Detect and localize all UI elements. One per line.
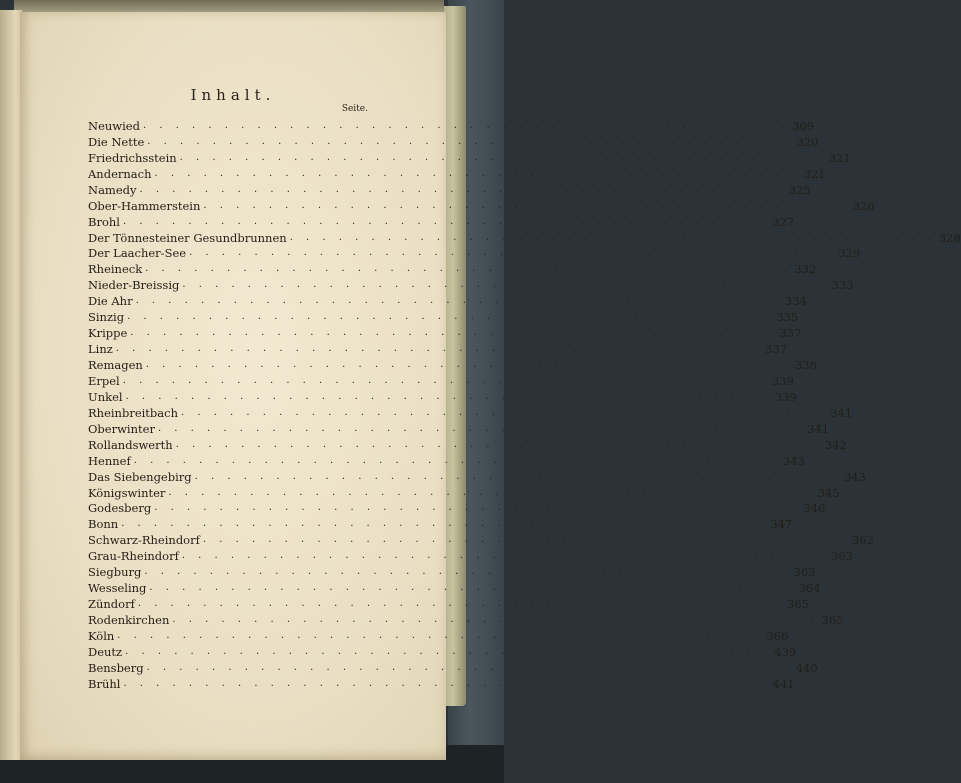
toc-entry — [88, 213, 795, 229]
toc-entry-page: 364 — [798, 581, 821, 596]
toc-entry-page: 439 — [774, 644, 797, 659]
toc-entry-page: 345 — [817, 485, 840, 500]
toc-entry — [88, 659, 818, 675]
toc-entry — [88, 547, 853, 564]
toc-entry-page: 335 — [776, 310, 799, 325]
toc-entry — [88, 468, 866, 484]
toc-entry — [88, 627, 789, 643]
toc-entry-page: 341 — [830, 405, 853, 420]
dot-leader: . . . . . . . . . . . . . . . . . . . . . . . . . . . . . . . . . . . . . . . . — [175, 438, 822, 450]
toc-entry-title: Ober-Hammerstein — [88, 198, 201, 213]
toc-entry — [88, 436, 847, 452]
toc-entry-page: 328 — [938, 230, 961, 245]
toc-entry-title: Rollandswerth — [88, 437, 173, 452]
toc-entry-page: 329 — [838, 246, 861, 261]
toc-entry — [88, 149, 851, 165]
toc-entry-title: Brohl — [88, 214, 120, 229]
toc-entry-page: 347 — [770, 517, 793, 532]
dot-leader: . . . . . . . . . . . . . . . . . . . . . . . . . . . . . . . . . . . . . . . . — [115, 343, 762, 355]
toc-entry-page: 339 — [771, 373, 794, 388]
toc-entry-title: Rheinbreitbach — [88, 405, 178, 420]
toc-entry — [88, 245, 861, 261]
toc-entry-title: Namedy — [88, 182, 137, 197]
toc-entry-page: 362 — [852, 533, 874, 548]
toc-entry — [88, 579, 821, 596]
toc-entry-page: 343 — [843, 469, 866, 484]
toc-entry — [88, 324, 802, 341]
dot-leader: . . . . . . . . . . . . . . . . . . . . . . . . . . . . . . . . . . . . . . . . — [135, 295, 782, 307]
toc-entry-title: Deutz — [88, 644, 123, 659]
toc-entry-title: Andernach — [88, 166, 152, 181]
toc-entry-page: 343 — [782, 453, 805, 468]
dot-leader: . . . . . . . . . . . . . . . . . . . . . . . . . . . . . . . . . . . . . . . . — [137, 598, 784, 610]
toc-entry-title: Linz — [88, 342, 113, 357]
toc-entry-title: Das Siebengebirg — [88, 469, 192, 484]
toc-entry-title: Friedrichsstein — [88, 150, 177, 165]
toc-entry — [88, 372, 794, 388]
toc-entry — [88, 276, 854, 293]
toc-entry-page: 333 — [831, 278, 854, 293]
toc-entry-title: Königswinter — [88, 485, 166, 500]
dot-leader: . . . . . . . . . . . . . . . . . . . . . . . . . . . . . . . . . . . . . . . . — [125, 645, 772, 657]
dot-leader: . . . . . . . . . . . . . . . . . . . . . . . . . . . . . . . . . . . . . . . . — [147, 135, 794, 147]
toc-entry-title: Krippe — [88, 326, 128, 341]
toc-entry — [88, 531, 874, 548]
toc-entry — [88, 420, 830, 436]
dot-leader: . . . . . . . . . . . . . . . . . . . . . . . . . . . . . . . . . . . . . . . . — [145, 263, 792, 275]
table-of-contents — [88, 117, 961, 691]
toc-entry-title: Neuwied — [88, 118, 140, 133]
toc-entry — [88, 452, 805, 468]
toc-entry-page: 327 — [772, 214, 795, 229]
dot-leader: . . . . . . . . . . . . . . . . . . . . . . . . . . . . . . . . . . . . . . . . — [144, 566, 791, 578]
dot-leader: . . . . . . . . . . . . . . . . . . . . . . . . . . . . . . . . . . . . . . . . — [203, 199, 850, 211]
dot-leader: . . . . . . . . . . . . . . . . . . . . . . . . . . . . . . . . . . . . . . . . — [146, 661, 793, 673]
toc-entry — [88, 500, 826, 516]
toc-entry-page: 309 — [792, 118, 815, 133]
toc-entry — [88, 356, 817, 372]
toc-entry-title: Rheineck — [88, 262, 143, 277]
dot-leader: . . . . . . . . . . . . . . . . . . . . . . . . . . . . . . . . . . . . . . . . — [180, 406, 828, 418]
toc-entry-title: Remagen — [88, 358, 143, 372]
dot-leader: . . . . . . . . . . . . . . . . . . . . . . . . . . . . . . . . . . . . . . . . — [194, 470, 841, 482]
dot-leader: . . . . . . . . . . . . . . . . . . . . . . . . . . . . . . . . . . . . . . . . — [125, 390, 772, 402]
toc-entry-page: 326 — [852, 198, 875, 213]
toc-entry — [88, 117, 815, 133]
toc-entry — [88, 563, 816, 580]
dot-leader: . . . . . . . . . . . . . . . . . . . . . . . . . . . . . . . . . . . . . . . . — [168, 486, 815, 498]
dot-leader: . . . . . . . . . . . . . . . . . . . . . . . . . . . . . . . . . . . . . . . . — [154, 502, 801, 514]
toc-entry-page: 321 — [803, 166, 826, 181]
toc-entry — [88, 643, 797, 659]
toc-entry-page: 337 — [764, 342, 787, 357]
page-heading: Inhalt. — [190, 86, 276, 104]
dot-leader: . . . . . . . . . . . . . . . . . . . . . . . . . . . . . . . . . . . . . . . . — [145, 359, 792, 370]
toc-entry-title: Grau-Rheindorf — [88, 549, 179, 564]
dot-leader: . . . . . . . . . . . . . . . . . . . . . . . . . . . . . . . . . . . . . . . . — [139, 183, 786, 195]
toc-entry-page: 365 — [821, 613, 844, 627]
toc-entry-page: 342 — [824, 437, 847, 452]
dot-leader: . . . . . . . . . . . . . . . . . . . . . . . . . . . . . . . . . . . . . . . . — [121, 518, 768, 530]
dot-leader: . . . . . . . . . . . . . . . . . . . . . . . . . . . . . . . . . . . . . . . . — [122, 374, 769, 386]
dot-leader: . . . . . . . . . . . . . . . . . . . . . . . . . . . . . . . . . . . . . . . . — [202, 534, 849, 546]
toc-entry-title: Rodenkirchen — [88, 613, 170, 627]
toc-entry — [88, 611, 844, 627]
dot-leader: . . . . . . . . . . . . . . . . . . . . . . . . . . . . . . . . . . . . . . . . — [289, 231, 936, 243]
dot-leader: . . . . . . . . . . . . . . . . . . . . . . . . . . . . . . . . . . . . . . . . — [172, 614, 819, 625]
toc-entry-title: Schwarz-Rheindorf — [88, 533, 200, 548]
toc-entry-title: Oberwinter — [88, 421, 155, 436]
toc-entry-page: 366 — [766, 628, 789, 643]
toc-entry — [88, 260, 817, 277]
toc-entry-title: Köln — [88, 628, 115, 643]
toc-entry-page: 341 — [807, 421, 830, 436]
toc-entry-title: Brühl — [88, 676, 121, 691]
toc-entry-page: 332 — [794, 262, 817, 277]
toc-entry — [88, 292, 807, 309]
toc-entry-page: 321 — [828, 150, 851, 165]
dot-leader: . . . . . . . . . . . . . . . . . . . . . . . . . . . . . . . . . . . . . . . . — [133, 454, 780, 466]
toc-entry — [88, 165, 826, 181]
page-column-label: Seite. — [341, 104, 368, 114]
toc-entry — [88, 484, 840, 500]
toc-entry-title: Bensberg — [88, 660, 144, 675]
dot-leader: . . . . . . . . . . . . . . . . . . . . . . . . . . . . . . . . . . . . . . . . — [179, 151, 826, 163]
dot-leader: . . . . . . . . . . . . . . . . . . . . . . . . . . . . . . . . . . . . . . . . — [117, 629, 764, 641]
toc-entry-title: Zündorf — [88, 597, 135, 612]
toc-entry-page: 440 — [795, 660, 818, 675]
toc-entry — [88, 388, 797, 404]
toc-entry-title: Die Nette — [88, 134, 145, 149]
toc-entry-page: 325 — [788, 182, 811, 197]
toc-entry-title: Hennef — [88, 453, 131, 468]
dot-leader: . . . . . . . . . . . . . . . . . . . . . . . . . . . . . . . . . . . . . . . . — [154, 167, 801, 179]
toc-entry — [88, 515, 793, 532]
toc-entry-page: 334 — [784, 294, 807, 309]
toc-entry-title: Siegburg — [88, 565, 142, 580]
toc-entry-page: 441 — [772, 676, 795, 691]
toc-entry — [88, 181, 811, 197]
toc-entry-page: 339 — [774, 389, 797, 404]
toc-entry — [88, 308, 799, 325]
toc-entry-title: Unkel — [88, 389, 123, 404]
dot-leader: . . . . . . . . . . . . . . . . . . . . . . . . . . . . . . . . . . . . . . . . — [123, 677, 770, 689]
dot-leader: . . . . . . . . . . . . . . . . . . . . . . . . . . . . . . . . . . . . . . . . — [130, 327, 777, 339]
toc-entry-page: 363 — [793, 565, 816, 580]
toc-entry — [88, 197, 875, 213]
dot-leader: . . . . . . . . . . . . . . . . . . . . . . . . . . . . . . . . . . . . . . . . — [127, 311, 774, 323]
toc-entry-page: 363 — [831, 549, 853, 564]
toc-entry-title: Bonn — [88, 517, 119, 532]
toc-entry-page: 320 — [796, 134, 819, 149]
toc-entry-title: Erpel — [88, 373, 120, 388]
toc-entry-title: Godesberg — [88, 501, 152, 516]
toc-entry-title: Der Tönnesteiner Gesundbrunnen — [88, 230, 287, 245]
toc-entry-page: 346 — [803, 501, 826, 516]
toc-entry — [88, 133, 819, 149]
toc-entry — [88, 595, 809, 612]
toc-entry — [88, 675, 795, 691]
toc-entry — [88, 404, 853, 420]
dot-leader: . . . . . . . . . . . . . . . . . . . . . . . . . . . . . . . . . . . . . . . . — [181, 550, 828, 562]
book-page — [20, 12, 961, 760]
toc-entry-title: Wesseling — [88, 581, 147, 596]
dot-leader: . . . . . . . . . . . . . . . . . . . . . . . . . . . . . . . . . . . . . . . . — [122, 215, 770, 227]
toc-entry-title: Sinzig — [88, 310, 125, 325]
toc-entry-title: Der Laacher-See — [88, 246, 187, 261]
toc-entry — [88, 340, 787, 357]
dot-leader: . . . . . . . . . . . . . . . . . . . . . . . . . . . . . . . . . . . . . . . . — [189, 247, 836, 259]
toc-entry-title: Die Ahr — [88, 294, 133, 309]
dot-leader: . . . . . . . . . . . . . . . . . . . . . . . . . . . . . . . . . . . . . . . . — [157, 422, 805, 434]
toc-entry — [88, 229, 961, 245]
dot-leader: . . . . . . . . . . . . . . . . . . . . . . . . . . . . . . . . . . . . . . . . — [149, 582, 796, 594]
toc-entry-title: Nieder-Breissig — [88, 278, 180, 293]
toc-entry-page: 365 — [787, 597, 809, 612]
dot-leader: . . . . . . . . . . . . . . . . . . . . . . . . . . . . . . . . . . . . . . . . — [182, 279, 829, 291]
dot-leader: . . . . . . . . . . . . . . . . . . . . . . . . . . . . . . . . . . . . . . . . — [142, 119, 790, 131]
toc-entry-page: 337 — [779, 326, 802, 341]
toc-entry-page: 338 — [794, 358, 817, 372]
